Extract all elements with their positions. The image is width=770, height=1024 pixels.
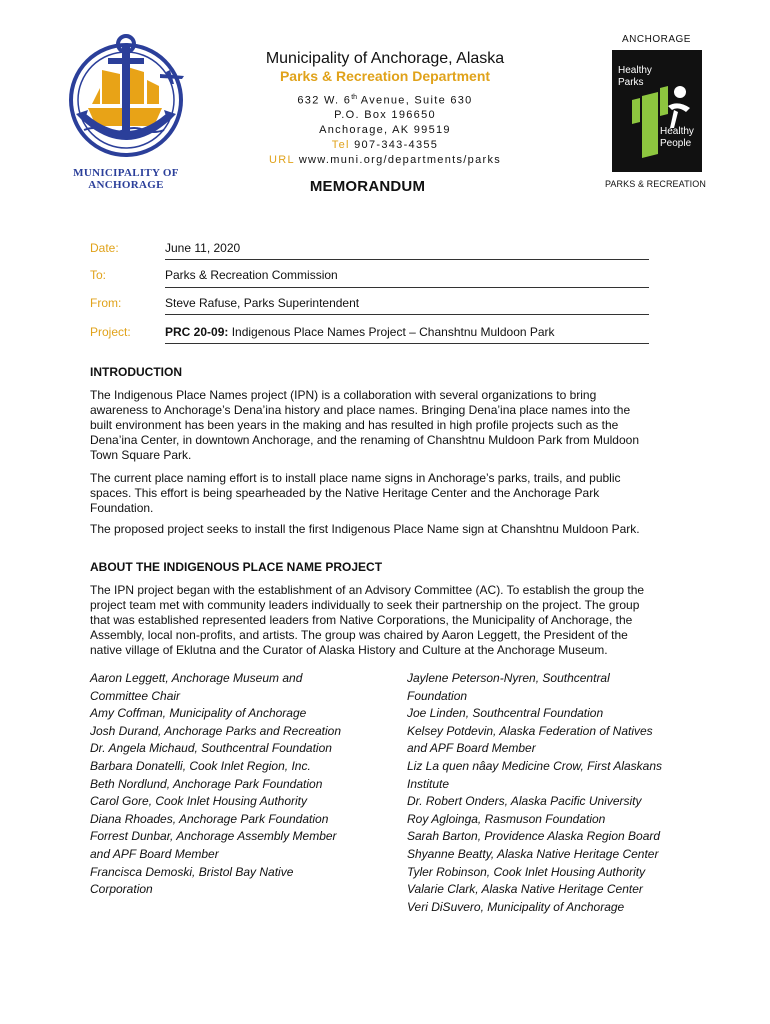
text-line: that was established represented leaders from Native Corporations, the Municipality of Anchorage, the bbox=[90, 613, 633, 627]
to-value: Parks & Recreation Commission bbox=[165, 268, 338, 282]
list-item: Beth Nordlund, Anchorage Park Foundation bbox=[90, 776, 323, 791]
committee-list-left bbox=[90, 670, 390, 899]
text-line: native village of Eklutna and the Curator of Alaska History and Culture at the Anchorage Museum. bbox=[90, 643, 608, 657]
list-item: Sarah Barton, Providence Alaska Region Board bbox=[407, 829, 661, 844]
field-divider bbox=[165, 343, 649, 344]
text-line: Town Square Park. bbox=[90, 448, 192, 462]
text-line: Dena’ina Center, in downtown Anchorage, and the renaming of Chanshtnu Muldoon Park from Muldoon bbox=[90, 433, 640, 447]
seal-caption bbox=[64, 167, 188, 191]
list-item: Dr. Angela Michaud, Southcentral Foundation bbox=[90, 741, 332, 756]
list-item: Veri DiSuvero, Municipality of Anchorage bbox=[407, 899, 625, 914]
project-code: PRC 20-09: bbox=[165, 325, 229, 339]
list-item: Dr. Robert Onders, Alaska Pacific University bbox=[407, 794, 642, 809]
about-heading: ABOUT THE INDIGENOUS PLACE NAME PROJECT bbox=[90, 560, 383, 574]
list-item: Roy Agloinga, Rasmuson Foundation bbox=[407, 811, 606, 826]
list-item: Corporation bbox=[90, 882, 153, 897]
telephone-line bbox=[230, 139, 540, 151]
text-line: project team met with community leaders individually to seek their partnership on the project. The group bbox=[90, 598, 640, 612]
logo-parks-recreation-text: PARKS & RECREATION bbox=[605, 179, 706, 189]
logo-healthy-people-2: People bbox=[660, 138, 692, 149]
memo-title: MEMORANDUM bbox=[309, 178, 426, 195]
city-line: Anchorage, AK 99519 bbox=[319, 124, 451, 136]
address-street-pre: 632 W. 6 bbox=[297, 94, 352, 107]
text-line: The Indigenous Place Names project (IPN) is a collaboration with several organizations to bring bbox=[90, 388, 597, 402]
field-divider bbox=[165, 287, 649, 288]
list-item: Joe Linden, Southcentral Foundation bbox=[407, 706, 604, 721]
tel-value: 907-343-4355 bbox=[354, 139, 439, 151]
list-item: Jaylene Peterson-Nyren, Southcentral bbox=[407, 671, 610, 685]
list-item: Carol Gore, Cook Inlet Housing Authority bbox=[90, 794, 307, 809]
intro-paragraph-1 bbox=[90, 388, 680, 463]
address-street-sup: th bbox=[351, 94, 358, 101]
list-item: Barbara Donatelli, Cook Inlet Region, Inc. bbox=[90, 758, 311, 773]
to-label: To: bbox=[90, 268, 107, 282]
org-title: Municipality of Anchorage, Alaska bbox=[265, 50, 505, 67]
intro-heading: INTRODUCTION bbox=[90, 365, 182, 379]
project-label: Project: bbox=[90, 325, 131, 339]
list-item: Aaron Leggett, Anchorage Museum and bbox=[90, 671, 303, 685]
po-box: P.O. Box 196650 bbox=[334, 109, 436, 121]
intro-paragraph-2 bbox=[90, 471, 680, 516]
list-item: Josh Durand, Anchorage Parks and Recreation bbox=[90, 723, 342, 738]
project-title: Indigenous Place Names Project – Chanshtnu Muldoon Park bbox=[228, 325, 555, 339]
list-item: Amy Coffman, Municipality of Anchorage bbox=[90, 706, 307, 721]
url-line bbox=[230, 154, 540, 166]
list-item: Foundation bbox=[407, 688, 468, 703]
list-item: Committee Chair bbox=[90, 688, 181, 703]
address-street bbox=[230, 94, 540, 107]
tel-label: Tel bbox=[331, 139, 350, 151]
date-label: Date: bbox=[90, 241, 119, 255]
list-item: Kelsey Potdevin, Alaska Federation of Natives bbox=[407, 723, 653, 738]
list-item: Forrest Dunbar, Anchorage Assembly Member bbox=[90, 829, 337, 844]
text-line: Foundation. bbox=[90, 501, 154, 515]
text-line: The IPN project began with the establishment of an Advisory Committee (AC). To establish the group the bbox=[90, 583, 645, 597]
committee-list-right bbox=[407, 670, 737, 916]
list-item: Valarie Clark, Alaska Native Heritage Center bbox=[407, 882, 643, 897]
from-value: Steve Rafuse, Parks Superintendent bbox=[165, 296, 360, 310]
list-item: Liz La quen nâay Medicine Crow, First Alaskans bbox=[407, 758, 663, 773]
municipality-seal-logo bbox=[62, 30, 190, 162]
address-street-post: Avenue, Suite 630 bbox=[357, 94, 473, 107]
seal-caption-line1: MUNICIPALITY OF bbox=[73, 167, 179, 179]
list-item: and APF Board Member bbox=[90, 846, 219, 861]
list-item: Diana Rhoades, Anchorage Park Foundation bbox=[90, 811, 329, 826]
healthy-parks-logo bbox=[612, 50, 702, 172]
list-item: Tyler Robinson, Cook Inlet Housing Authority bbox=[407, 864, 646, 879]
list-item: Institute bbox=[407, 776, 450, 791]
url-label: URL bbox=[268, 154, 295, 166]
date-value: June 11, 2020 bbox=[165, 241, 241, 255]
text-line: spaces. This effort is being spearheaded by the Native Heritage Center and the Anchorage Park bbox=[90, 486, 600, 500]
logo-healthy-parks-2: Parks bbox=[618, 77, 644, 88]
text-line: The current place naming effort is to install place name signs in Anchorage’s parks, trails, and public bbox=[90, 471, 621, 485]
field-divider bbox=[165, 259, 649, 260]
text-line: built environment has been years in the making and has resulted in high profile projects such as the bbox=[90, 418, 619, 432]
about-paragraph-1 bbox=[90, 583, 680, 658]
logo-anchorage-text: ANCHORAGE bbox=[622, 34, 691, 45]
list-item: and APF Board Member bbox=[407, 741, 536, 756]
project-value bbox=[165, 325, 555, 339]
logo-healthy-people-1: Healthy bbox=[660, 126, 694, 137]
from-label: From: bbox=[90, 296, 122, 310]
list-item: Shyanne Beatty, Alaska Native Heritage Center bbox=[407, 846, 659, 861]
url-value[interactable]: www.muni.org/departments/parks bbox=[298, 154, 502, 166]
text-line: Assembly, local non-profits, and artists. The group was chaired by Aaron Leggett, the President of the bbox=[90, 628, 628, 642]
list-item: Francisca Demoski, Bristol Bay Native bbox=[90, 864, 294, 879]
field-divider bbox=[165, 314, 649, 315]
text-line: awareness to Anchorage’s Dena’ina history and place names. Bringing Dena’ina place names into the bbox=[90, 403, 631, 417]
department-name: Parks & Recreation Department bbox=[279, 68, 491, 84]
seal-caption-line2: ANCHORAGE bbox=[88, 179, 164, 191]
logo-healthy-parks-1: Healthy bbox=[618, 65, 652, 76]
intro-paragraph-3: The proposed project seeks to install the first Indigenous Place Name sign at Chanshtnu Muldoon Park. bbox=[90, 522, 640, 536]
